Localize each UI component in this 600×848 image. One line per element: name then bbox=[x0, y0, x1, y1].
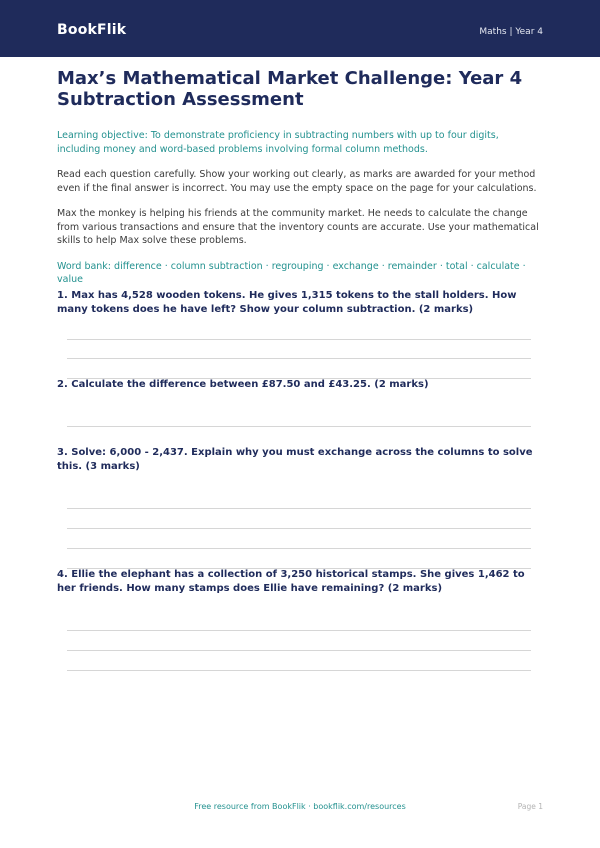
question-2: 2. Calculate the difference between £87.50 and £43.25. (2 marks) bbox=[57, 379, 429, 390]
footer-link[interactable]: Free resource from BookFlik · bookflik.com/resources bbox=[194, 802, 406, 811]
question-1: 1. Max has 4,528 wooden tokens. He gives 1,315 tokens to the stall holders. How many tokens does he have left? Show your column subtraction. (2 marks) bbox=[57, 290, 517, 315]
subject-label: Maths | Year 4 bbox=[479, 27, 543, 37]
intro-text: Max the monkey is helping his friends at the community market. He needs to calculate the change from various transactions and ensure that the inventory counts are accurate. Use your mathematical skills to help Max solve these problems. bbox=[57, 208, 539, 246]
answer-line[interactable] bbox=[67, 339, 531, 340]
answer-line[interactable] bbox=[67, 508, 531, 509]
page-title: Max’s Mathematical Market Challenge: Year 4 Subtraction Assessment bbox=[57, 68, 523, 110]
answer-line[interactable] bbox=[67, 358, 531, 359]
word-bank: Word bank: difference · column subtraction · regrouping · exchange · remainder · total · calculate · value bbox=[57, 260, 526, 285]
answer-line[interactable] bbox=[67, 650, 531, 651]
answer-line[interactable] bbox=[67, 528, 531, 529]
question-4: 4. Ellie the elephant has a collection of 3,250 historical stamps. She gives 1,462 to her friends. How many stamps does Ellie have remaining? (2 marks) bbox=[57, 569, 525, 594]
answer-line[interactable] bbox=[67, 426, 531, 427]
question-3: 3. Solve: 6,000 - 2,437. Explain why you must exchange across the columns to solve this. (3 marks) bbox=[57, 447, 533, 472]
answer-line[interactable] bbox=[67, 670, 531, 671]
instructions-text: Read each question carefully. Show your working out clearly, as marks are awarded for your method even if the final answer is incorrect. You may use the empty space on the page for your calculations. bbox=[57, 169, 537, 194]
header-bar bbox=[0, 0, 600, 57]
learning-objective: Learning objective: To demonstrate proficiency in subtracting numbers with up to four digits, including money and word-based problems involving formal column methods. bbox=[57, 130, 499, 155]
brand-logo[interactable]: BookFlik bbox=[57, 22, 127, 38]
answer-line[interactable] bbox=[67, 548, 531, 549]
page-number: Page 1 bbox=[517, 802, 543, 811]
answer-line[interactable] bbox=[67, 630, 531, 631]
intro-section bbox=[57, 68, 543, 287]
